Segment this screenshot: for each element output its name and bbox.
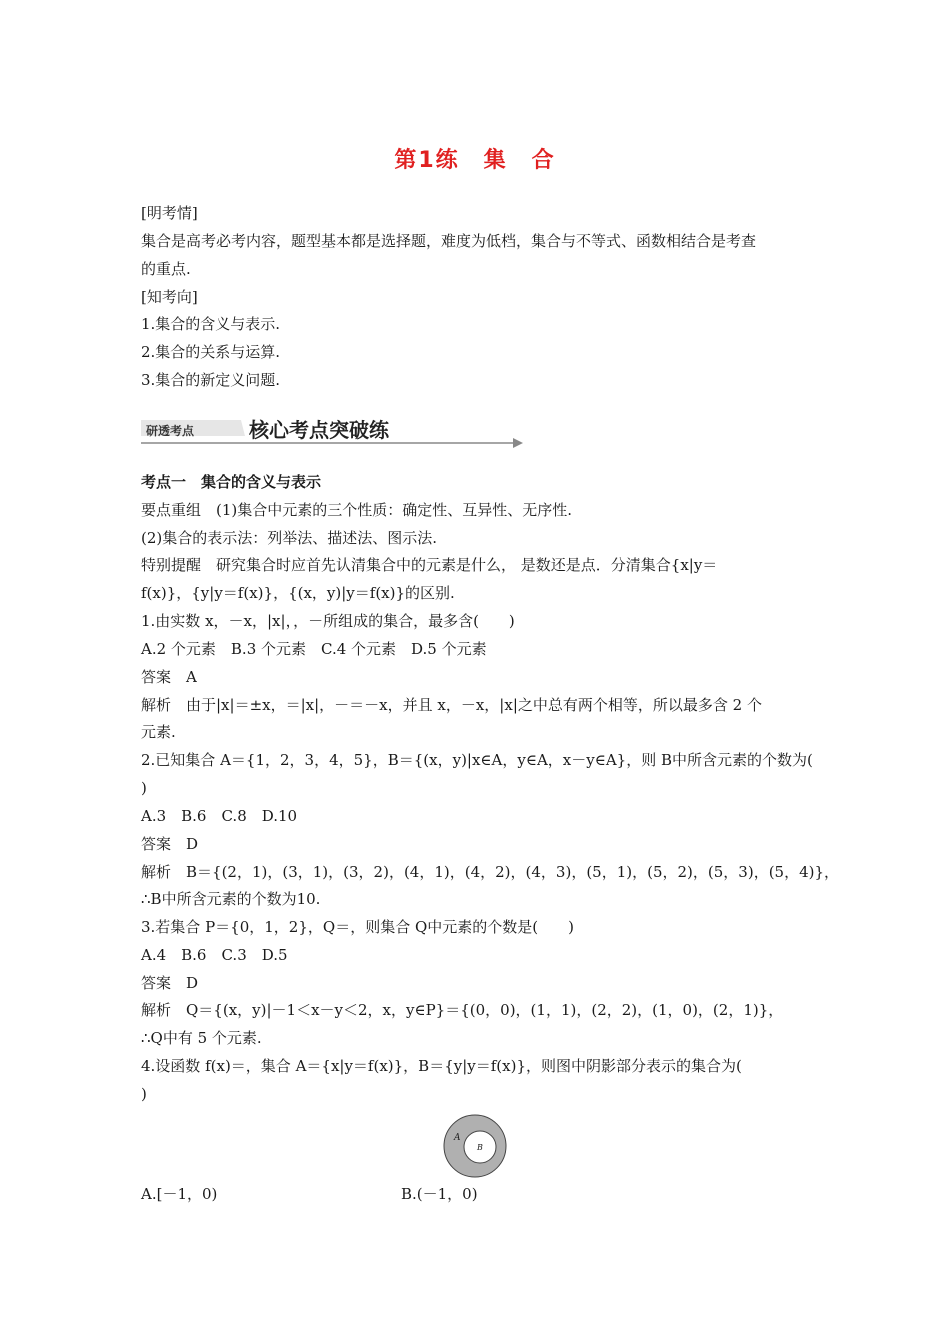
question-options: A.2 个元素 B.3 个元素 C.4 个元素 D.5 个元素 — [141, 640, 487, 658]
section-banner — [141, 412, 523, 448]
venn-label-b: B — [477, 1143, 483, 1152]
question-explanation: 解析 B＝{(2，1)，(3，1)，(3，2)，(4，1)，(4，2)，(4，3)，(5，1)，(5，2)，(5，3)，(5，4)}， — [141, 863, 840, 881]
question-stem: 4.设函数 f(x)＝，集合 A＝{x|y＝f(x)}，B＝{y|y＝f(x)}，则图中阴影部分表示的集合为( — [141, 1057, 742, 1075]
key-points: 要点重组 (1)集合中元素的三个性质：确定性、互异性、无序性. — [141, 501, 573, 519]
question-answer: 答案 A — [141, 668, 197, 686]
question-explanation: 元素. — [141, 723, 176, 741]
question-stem: ) — [141, 779, 147, 797]
question-explanation: ∴Q中有 5 个元素. — [141, 1029, 262, 1047]
question-answer: 答案 D — [141, 835, 199, 853]
banner-tag: 研透考点 — [146, 424, 195, 438]
question-explanation: 解析 由于|x|＝±x，＝|x|，－＝－x，并且 x，－x，|x|之中总有两个相等，所以最多含 2 个 — [141, 696, 762, 714]
section-heading-exam-direction: [知考向] — [141, 288, 198, 306]
question-explanation: ∴B中所含元素的个数为10. — [141, 890, 321, 908]
list-item: 2.集合的关系与运算. — [141, 343, 281, 361]
question-stem: ) — [141, 1085, 147, 1103]
question-stem: 2.已知集合 A＝{1，2，3，4，5}，B＝{(x，y)|x∈A，y∈A，x－y∈A}，则 B中所含元素的个数为( — [141, 751, 813, 769]
special-tip: 特别提醒 研究集合时应首先认清集合中的元素是什么， 是数还是点．分清集合{x|y＝ — [141, 556, 718, 574]
option-a: A.[－1，0) — [141, 1185, 218, 1203]
special-tip: f(x)}，{y|y＝f(x)}，{(x，y)|y＝f(x)}的区别. — [141, 584, 455, 602]
venn-diagram — [441, 1112, 509, 1180]
question-options: A.4 B.6 C.3 D.5 — [141, 946, 288, 964]
venn-label-a: A — [454, 1133, 461, 1143]
question-stem: 3.若集合 P＝{0，1，2}，Q＝，则集合 Q中元素的个数是( ) — [141, 918, 574, 936]
exam-situation-text: 的重点. — [141, 260, 191, 278]
banner-title: 核心考点突破练 — [249, 418, 389, 442]
question-options — [141, 1184, 831, 1204]
page-title: 第1练 集 合 — [394, 148, 556, 173]
exam-situation-text: 集合是高考必考内容，题型基本都是选择题，难度为低档，集合与不等式、函数相结合是考查 — [141, 232, 757, 250]
topic-heading: 考点一 集合的含义与表示 — [141, 473, 322, 491]
question-explanation: 解析 Q＝{(x，y)|－1＜x－y＜2，x，y∈P}＝{(0，0)，(1，1)，(2，2)，(1，0)，(2，1)}， — [141, 1001, 784, 1019]
question-stem: 1.由实数 x，－x，|x|，，－所组成的集合，最多含( ) — [141, 612, 515, 630]
list-item: 3.集合的新定义问题. — [141, 371, 281, 389]
section-heading-exam-situation: [明考情] — [141, 204, 198, 222]
question-answer: 答案 D — [141, 974, 199, 992]
list-item: 1.集合的含义与表示. — [141, 315, 281, 333]
option-b: B.(－1，0) — [401, 1185, 478, 1203]
key-points: (2)集合的表示法：列举法、描述法、图示法. — [141, 529, 438, 547]
question-options: A.3 B.6 C.8 D.10 — [141, 807, 298, 825]
